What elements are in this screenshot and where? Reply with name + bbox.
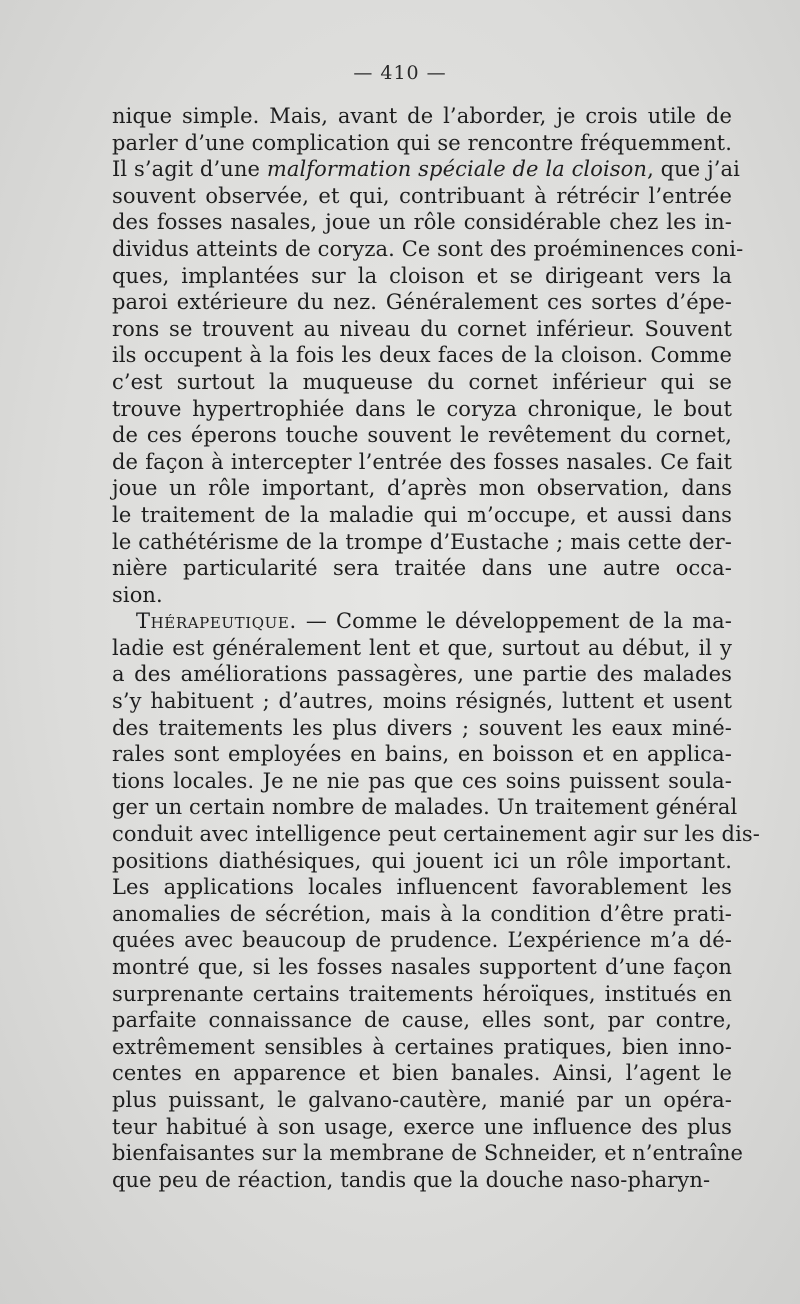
text-line: rales sont employées en bains, en boisson et en applica-: [112, 742, 732, 767]
text-line: que peu de réaction, tandis que la douche naso-pharyn-: [112, 1167, 711, 1192]
text-line: tions locales. Je ne nie pas que ces soins puissent soula-: [112, 768, 732, 793]
text-line: des traitements les plus divers ; souvent les eaux miné-: [112, 715, 732, 740]
text-line: nière particularité sera traitée dans une autre occa-: [112, 556, 732, 581]
page-number: — 410 —: [353, 62, 447, 84]
text-line: surprenante certains traitements héroïques, institués en: [112, 981, 732, 1006]
text-line: a des améliorations passagères, une partie des malades: [112, 662, 732, 687]
text-line: ils occupent à la fois les deux faces de la cloison. Comme: [112, 343, 732, 368]
text-line: paroi extérieure du nez. Généralement ces sortes d’épe-: [112, 290, 732, 315]
text-line: bienfaisantes sur la membrane de Schneider, et n’entraîne: [112, 1141, 743, 1166]
text-line: de ces éperons touche souvent le revêtement du cornet,: [112, 423, 732, 448]
section-heading: Thérapeutique.: [136, 609, 297, 634]
italic-term: malformation spéciale de la cloison: [266, 157, 648, 182]
text-line: des fosses nasales, joue un rôle considérable chez les in-: [112, 210, 732, 235]
text-line: ger un certain nombre de malades. Un traitement général: [112, 795, 738, 820]
text-line: Thérapeutique. — Comme le développement de la ma-: [136, 609, 732, 634]
text-line: ladie est généralement lent et que, surtout au début, il y: [112, 635, 732, 660]
text-line: sion.: [112, 582, 163, 607]
text-line: parfaite connaissance de cause, elles sont, par contre,: [112, 1008, 732, 1033]
body-text: [112, 103, 760, 1193]
text-line: c’est surtout la muqueuse du cornet inférieur qui se: [112, 369, 732, 394]
text-line: plus puissant, le galvano-cautère, manié par un opéra-: [112, 1087, 732, 1112]
text-line: le cathétérisme de la trompe d’Eustache ; mais cette der-: [112, 529, 732, 554]
text-line: positions diathésiques, qui jouent ici un rôle important.: [112, 848, 732, 873]
text-line: trouve hypertrophiée dans le coryza chronique, le bout: [112, 396, 732, 421]
text-line: extrêmement sensibles à certaines pratiques, bien inno-: [112, 1034, 732, 1059]
text-line: parler d’une complication qui se rencontre fréquemment.: [112, 130, 732, 155]
text-line: quées avec beaucoup de prudence. L’expérience m’a dé-: [112, 928, 732, 953]
text-line: nique simple. Mais, avant de l’aborder, je crois utile de: [112, 104, 732, 128]
text-line: s’y habituent ; d’autres, moins résignés, luttent et usent: [112, 689, 732, 714]
text-line: anomalies de sécrétion, mais à la condition d’être prati-: [112, 901, 732, 926]
text-line: conduit avec intelligence peut certainement agir sur les dis-: [112, 822, 760, 847]
text-line: teur habitué à son usage, exerce une influence des plus: [112, 1114, 732, 1139]
text-line: rons se trouvent au niveau du cornet inférieur. Souvent: [112, 316, 732, 341]
text-line: Il s’agit d’une malformation spéciale de la cloison, que j’ai: [112, 157, 740, 182]
text-line: dividus atteints de coryza. Ce sont des proéminences coni-: [112, 236, 744, 261]
text-line: joue un rôle important, d’après mon observation, dans: [112, 476, 732, 501]
text-line: Les applications locales influencent favorablement les: [112, 875, 732, 900]
text-line: ques, implantées sur la cloison et se dirigeant vers la: [112, 263, 732, 288]
text-line: le traitement de la maladie qui m’occupe, et aussi dans: [112, 502, 732, 527]
text-line: de façon à intercepter l’entrée des fosses nasales. Ce fait: [112, 449, 732, 474]
text-line: centes en apparence et bien banales. Ainsi, l’agent le: [112, 1061, 732, 1086]
text-line: souvent observée, et qui, contribuant à rétrécir l’entrée: [112, 183, 732, 208]
text-line: montré que, si les fosses nasales supportent d’une façon: [112, 955, 732, 979]
